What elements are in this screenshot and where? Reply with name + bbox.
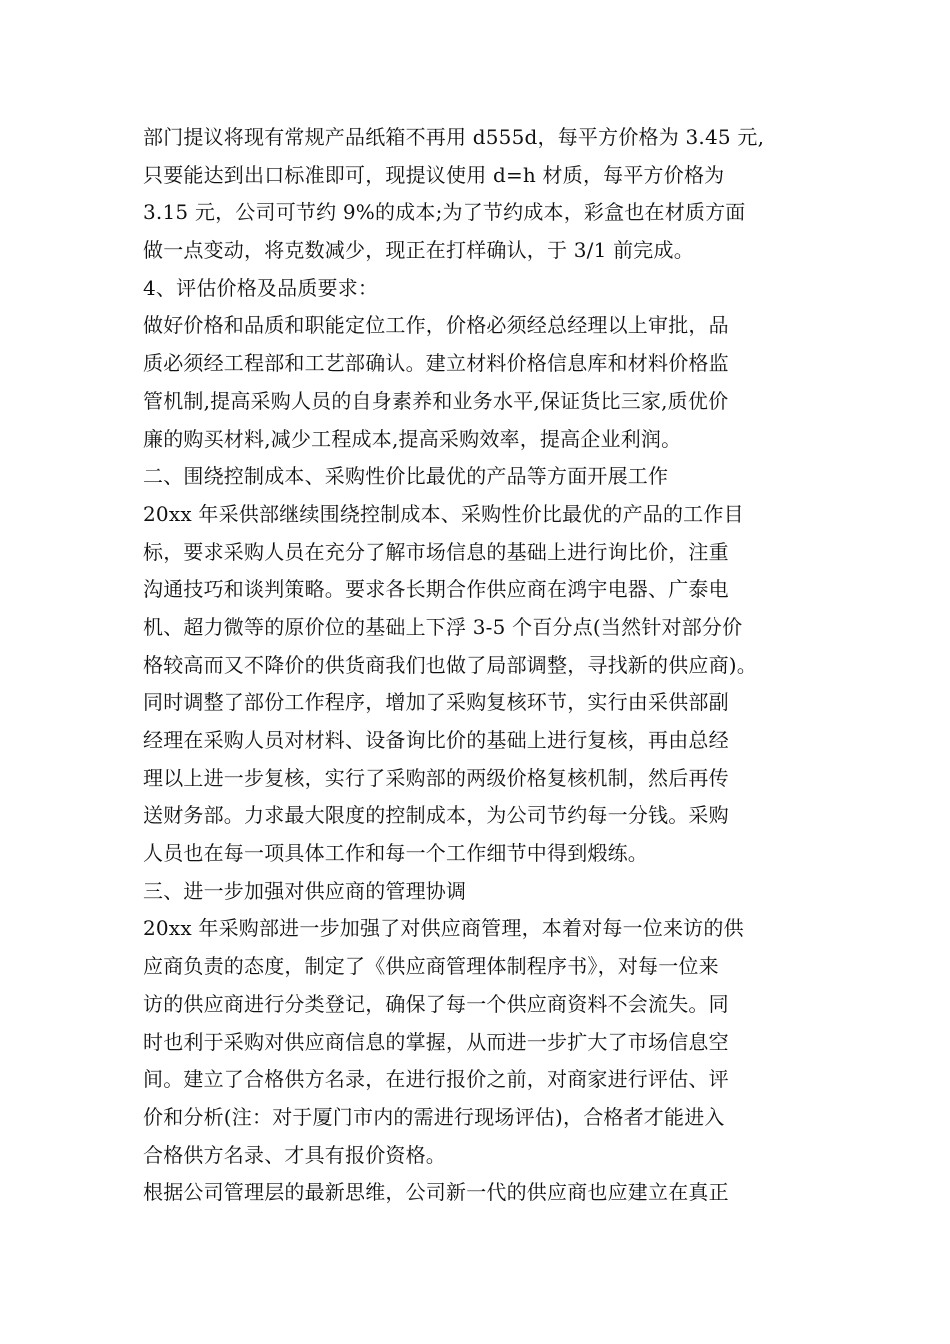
- text-line: 应商负责的态度，制定了《供应商管理体制程序书》，对每一位来: [143, 954, 719, 979]
- text-line: 只要能达到出口标准即可，现提议使用 d=h 材质，每平方价格为: [143, 162, 725, 187]
- text-line: 做好价格和品质和职能定位工作，价格必须经总经理以上审批，品: [143, 313, 729, 338]
- text-line: 20xx 年采购部进一步加强了对供应商管理，本着对每一位来访的供: [143, 916, 744, 941]
- text-line: 廉的购买材料,减少工程成本,提高采购效率，提高企业利润。: [143, 426, 682, 451]
- text-line: 3.15 元，公司可节约 9%的成本;为了节约成本，彩盒也在材质方面: [143, 200, 746, 225]
- text-line: 管机制,提高采购人员的自身素养和业务水平,保证货比三家,质优价: [143, 388, 729, 413]
- text-line: 送财务部。力求最大限度的控制成本，为公司节约每一分钱。采购: [143, 803, 729, 828]
- text-line: 合格供方名录、才具有报价资格。: [143, 1142, 446, 1167]
- text-line: 沟通技巧和谈判策略。要求各长期合作供应商在鸿宇电器、广泰电: [143, 577, 729, 602]
- text-line: 格较高而又不降价的供货商我们也做了局部调整，寻找新的供应商)。: [143, 652, 758, 677]
- document-body: [143, 119, 823, 1212]
- section-heading: 二、围绕控制成本、采购性价比最优的产品等方面开展工作: [143, 464, 669, 489]
- text-line: 人员也在每一项具体工作和每一个工作细节中得到煅练。: [143, 841, 648, 866]
- text-line: 间。建立了合格供方名录，在进行报价之前，对商家进行评估、评: [143, 1067, 729, 1092]
- section-heading: 三、进一步加强对供应商的管理协调: [143, 878, 467, 903]
- text-line: 20xx 年采供部继续围绕控制成本、采购性价比最优的产品的工作目: [143, 501, 744, 526]
- text-line: 时也利于采购对供应商信息的掌握，从而进一步扩大了市场信息空: [143, 1029, 729, 1054]
- text-line: 价和分析(注：对于厦门市内的需进行现场评估)，合格者才能进入: [143, 1104, 725, 1129]
- text-line: 做一点变动，将克数减少，现正在打样确认，于 3/1 前完成。: [143, 238, 694, 263]
- text-line: 标，要求采购人员在充分了解市场信息的基础上进行询比价，注重: [143, 539, 729, 564]
- text-line: 同时调整了部份工作程序，增加了采购复核环节，实行由采供部副: [143, 690, 729, 715]
- text-line: 根据公司管理层的最新思维，公司新一代的供应商也应建立在真正: [143, 1180, 729, 1205]
- section-heading: 4、评估价格及品质要求：: [143, 275, 379, 300]
- text-line: 质必须经工程部和工艺部确认。建立材料价格信息库和材料价格监: [143, 351, 729, 376]
- text-line: 机、超力微等的原价位的基础上下浮 3-5 个百分点(当然针对部分价: [143, 614, 743, 639]
- text-line: 访的供应商进行分类登记，确保了每一个供应商资料不会流失。同: [143, 991, 729, 1016]
- text-line: 经理在采购人员对材料、设备询比价的基础上进行复核，再由总经: [143, 728, 729, 752]
- text-line: 理以上进一步复核，实行了采购部的两级价格复核机制，然后再传: [143, 765, 729, 790]
- text-line: 部门提议将现有常规产品纸箱不再用 d555d，每平方价格为 3.45 元,: [143, 125, 765, 149]
